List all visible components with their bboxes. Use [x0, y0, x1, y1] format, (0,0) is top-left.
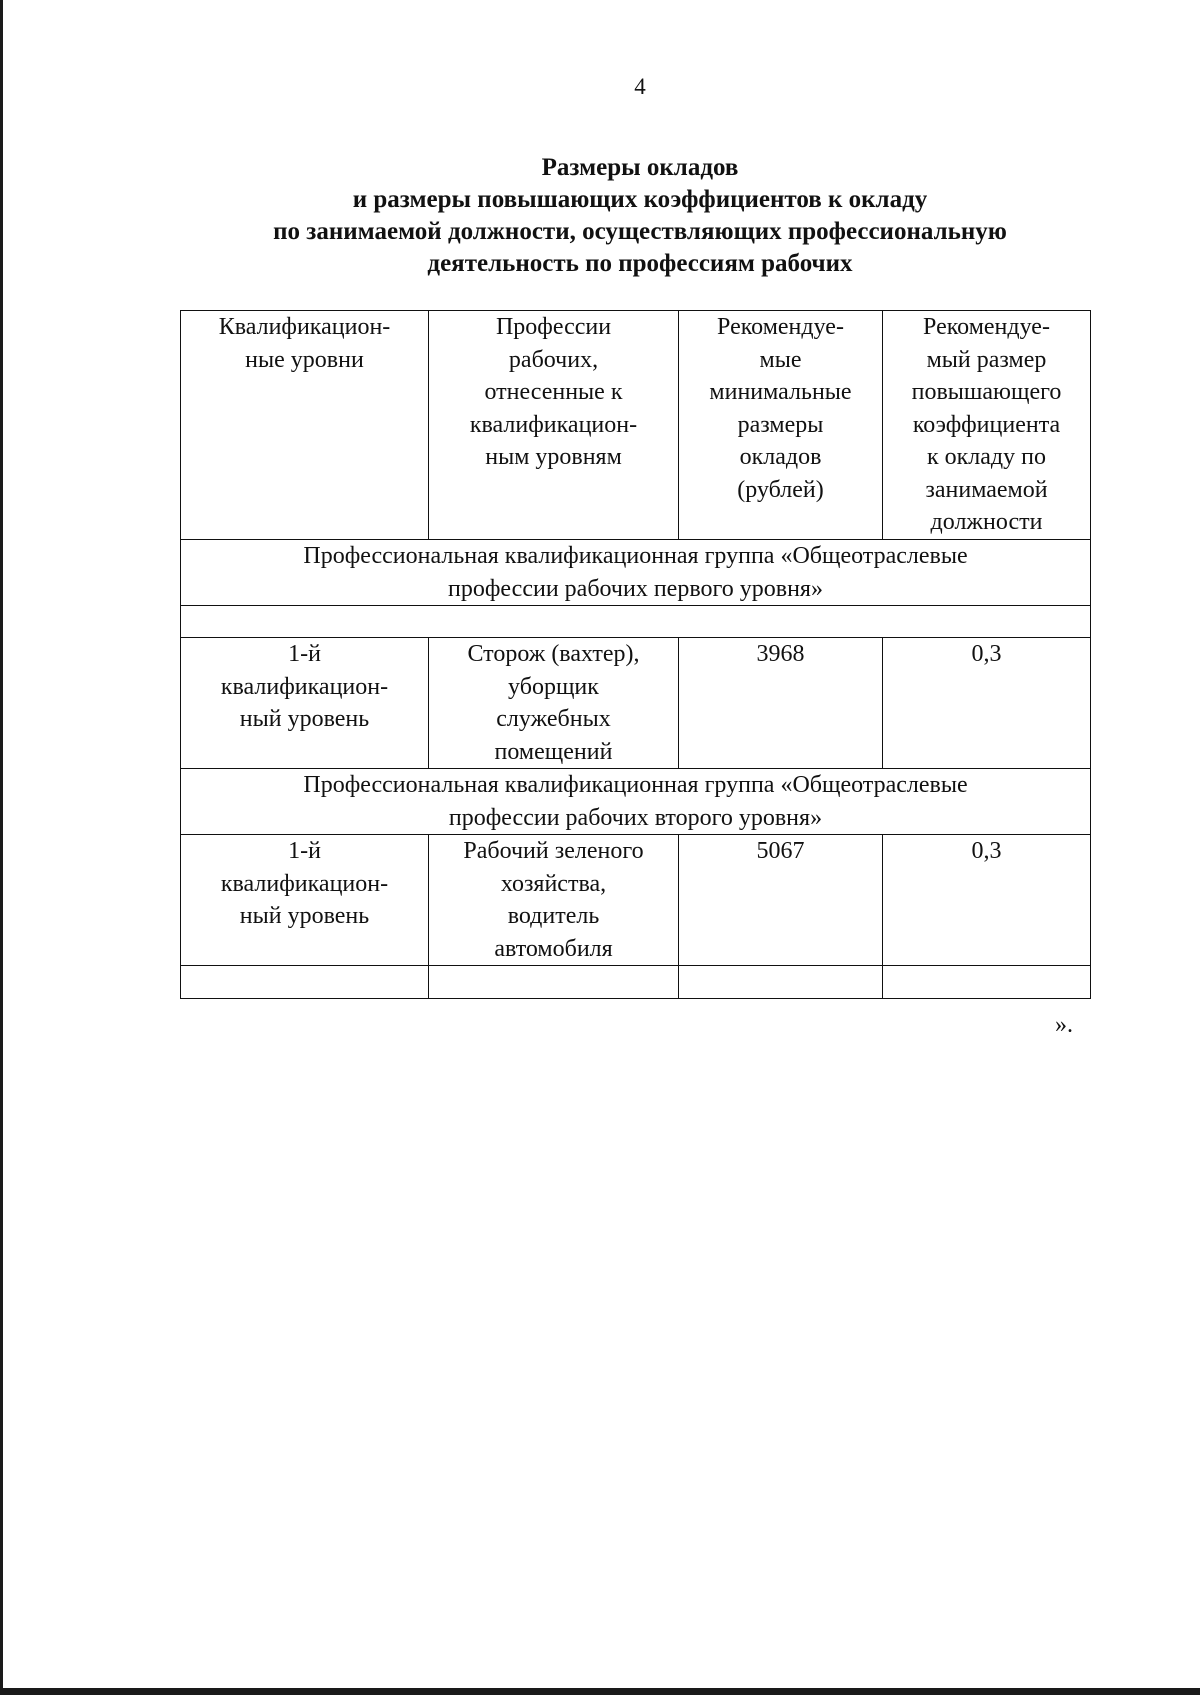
header-text: должности: [930, 509, 1043, 535]
profession-text: автомобиля: [494, 935, 613, 962]
level-text: 1-й: [288, 641, 321, 667]
empty-cell: [181, 606, 1091, 638]
coefficient-cell: [883, 835, 1091, 966]
group-title-text: Профессиональная квалификационная группа «Общеотраслевые: [303, 772, 968, 798]
table-header-row: [181, 311, 1091, 540]
group-title-row: [181, 769, 1091, 835]
header-text: ные уровни: [245, 346, 364, 373]
header-text: мые: [759, 346, 802, 373]
title-line: деятельность по профессиям рабочих: [427, 250, 853, 277]
level-text: ный уровень: [239, 706, 370, 732]
profession-text: помещений: [494, 738, 613, 765]
profession-text: водитель: [507, 903, 600, 929]
header-text: квалификацион-: [469, 411, 638, 438]
header-text: Квалификацион-: [218, 314, 391, 340]
header-cell-coefficient: [883, 311, 1091, 540]
coefficient-value: 0,3: [971, 641, 1002, 667]
profession-text: Сторож (вахтер),: [467, 641, 640, 667]
header-text: минимальные: [709, 379, 852, 405]
professions-cell: [429, 638, 679, 769]
level-text: 1-й: [288, 838, 321, 864]
empty-cell: [883, 966, 1091, 999]
header-text: размеры: [737, 411, 824, 438]
profession-text: уборщик: [508, 673, 599, 700]
table-row: [181, 638, 1091, 769]
closing-quote-mark: ».: [1055, 1012, 1073, 1038]
level-cell: [181, 638, 429, 769]
empty-cell: [181, 966, 429, 999]
level-text: квалификацион-: [220, 673, 389, 700]
header-cell-professions: [429, 311, 679, 540]
group-title-cell: [181, 540, 1091, 606]
group-title-cell: [181, 769, 1091, 835]
coefficient-cell: [883, 638, 1091, 769]
header-text: рабочих,: [508, 346, 599, 373]
group-title-text: профессии рабочих первого уровня»: [448, 575, 823, 602]
salary-value: 3968: [756, 641, 805, 667]
scan-border-left: [0, 0, 3, 1695]
salary-cell: [679, 835, 883, 966]
header-text: отнесенные к: [484, 379, 623, 405]
title-line: и размеры повышающих коэффициентов к окладу: [352, 186, 928, 213]
document-title: [190, 152, 1090, 280]
profession-text: служебных: [496, 706, 611, 732]
header-text: к окладу по: [926, 444, 1046, 470]
group-title-text: профессии рабочих второго уровня»: [448, 804, 823, 831]
level-cell: [181, 835, 429, 966]
empty-row: [181, 966, 1091, 999]
title-line: Размеры окладов: [541, 154, 739, 181]
group-title-row: [181, 540, 1091, 606]
header-text: занимаемой: [925, 476, 1048, 503]
header-text: (рублей): [737, 476, 824, 503]
level-text: ный уровень: [239, 903, 370, 929]
group-title-text: Профессиональная квалификационная группа «Общеотраслевые: [303, 543, 968, 569]
empty-cell: [429, 966, 679, 999]
header-text: Рекомендуе-: [717, 314, 844, 340]
header-text: Профессии: [495, 314, 612, 340]
header-text: окладов: [739, 444, 822, 470]
header-cell-levels: [181, 311, 429, 540]
level-text: квалификацион-: [220, 870, 389, 897]
header-text: повышающего: [911, 379, 1062, 405]
header-text: ным уровням: [485, 444, 622, 470]
page-number: 4: [634, 74, 646, 99]
title-line: по занимаемой должности, осуществляющих профессиональную: [273, 218, 1007, 245]
salary-cell: [679, 638, 883, 769]
coefficient-value: 0,3: [971, 838, 1002, 864]
header-text: Рекомендуе-: [923, 314, 1050, 340]
header-cell-salary: [679, 311, 883, 540]
profession-text: хозяйства,: [500, 870, 607, 897]
header-text: коэффициента: [912, 411, 1061, 438]
header-text: мый размер: [926, 346, 1047, 373]
salary-value: 5067: [756, 838, 805, 864]
empty-cell: [679, 966, 883, 999]
salary-table: [180, 310, 1091, 999]
profession-text: Рабочий зеленого: [463, 838, 644, 864]
scan-border-bottom: [0, 1688, 1200, 1695]
table-row: [181, 835, 1091, 966]
professions-cell: [429, 835, 679, 966]
empty-row: [181, 606, 1091, 638]
